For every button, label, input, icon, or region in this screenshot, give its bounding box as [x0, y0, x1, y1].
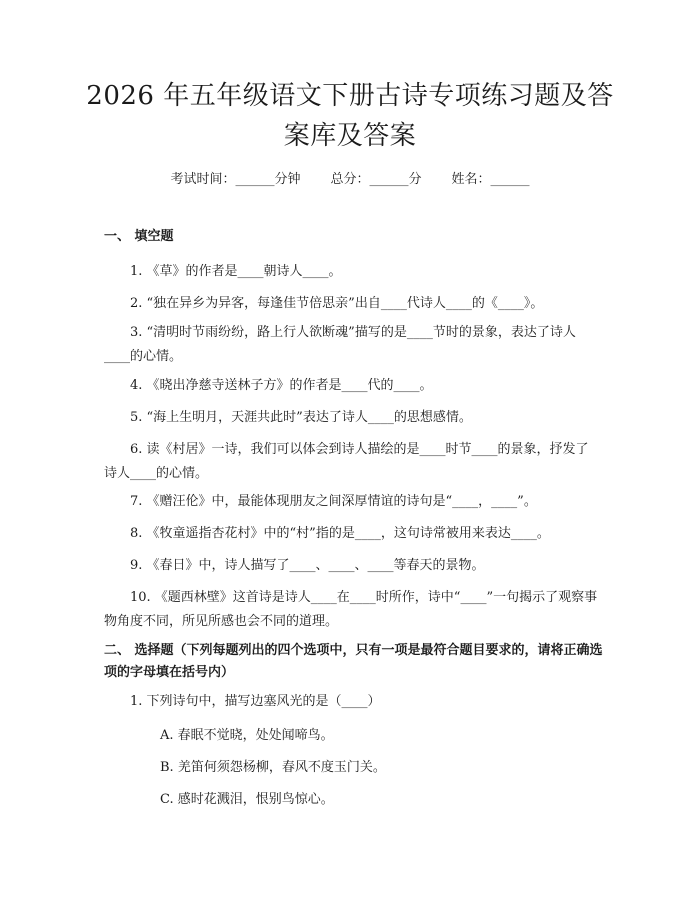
fill-question-8: 8. 《牧童遥指杏花村》中的“村”指的是____，这句诗常被用来表达____。 [130, 526, 550, 541]
section-fill-title: 一、 填空题 [104, 229, 174, 244]
fill-question-6: 6. 读《村居》一诗，我们可以体会到诗人描绘的是____时节____的景象，抒发了诗人____的心情。 [104, 442, 589, 481]
fill-question-1: 1. 《草》的作者是____朝诗人____。 [130, 264, 342, 279]
choice-question-1: 1. 下列诗句中，描写边塞风光的是（____） [130, 694, 381, 709]
fill-question-9: 9. 《春日》中，诗人描写了____、____、____等春天的景物。 [130, 558, 485, 573]
page-title [60, 76, 640, 156]
fill-question-7: 7. 《赠汪伦》中，最能体现朋友之间深厚情谊的诗句是“____，____”。 [130, 494, 537, 509]
fill-question-2: 2. “独在异乡为异客，每逢佳节倍思亲”出自____代诗人____的《____》。 [130, 296, 544, 311]
exam-meta [0, 168, 700, 187]
exam-time: 考试时间：______分钟 [170, 172, 301, 187]
exam-score: 总分：______分 [330, 172, 422, 187]
fill-question-5: 5. “海上生明月，天涯共此时”表达了诗人____的思想感情。 [130, 410, 472, 425]
fill-question-3: 3. “清明时节雨纷纷，路上行人欲断魂”描写的是____节时的景象，表达了诗人____的心情。 [104, 325, 576, 364]
section-choice-title: 二、 选择题（下列每题列出的四个选项中，只有一项是最符合题目要求的，请将正确选项的字母填在括号内） [104, 643, 603, 680]
title-line-1: 2026 年五年级语文下册古诗专项练习题及答 [86, 81, 614, 111]
choice-option-a: A. 春眠不觉晓，处处闻啼鸟。 [160, 728, 334, 743]
choice-option-b: B. 羌笛何须怨杨柳，春风不度玉门关。 [160, 760, 386, 775]
choice-option-c: C. 感时花溅泪，恨别鸟惊心。 [160, 792, 334, 807]
exam-name: 姓名：______ [451, 172, 530, 187]
fill-question-4: 4. 《晓出净慈寺送林子方》的作者是____代的____。 [130, 378, 433, 393]
fill-question-10: 10. 《题西林壁》这首诗是诗人____在____时所作，诗中“____”一句揭示了观察事物角度不同，所见所感也会不同的道理。 [104, 590, 598, 629]
title-line-2: 案库及答案 [283, 121, 417, 151]
